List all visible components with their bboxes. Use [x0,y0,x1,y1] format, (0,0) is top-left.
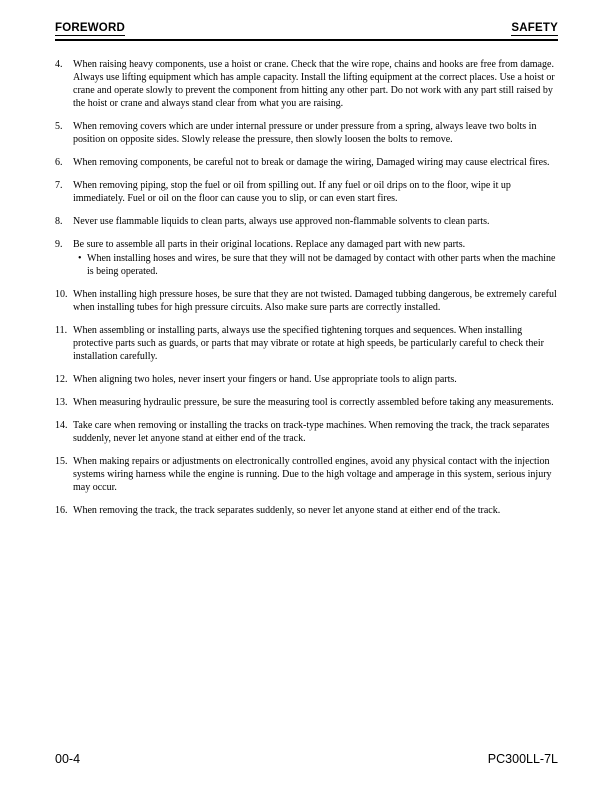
list-item [55,373,560,386]
list-item [55,396,560,409]
item-number: 13. [55,397,68,408]
list-item [55,324,560,363]
list-item [55,288,560,314]
list-item [55,179,560,205]
list-item [55,455,560,494]
item-text: When aligning two holes, never insert your fingers or hand. Use appropriate tools to align parts. [73,374,457,385]
list-item [55,504,560,517]
list-item [55,215,560,228]
list-item [55,156,560,169]
page-number: 00-4 [55,752,81,766]
item-number: 4. [55,59,63,70]
item-text: When removing covers which are under internal pressure or under pressure from a spring, always leave two bolts in position on opposite sides. Slowly release the pressure, then slowly loosen the bolts to remove. [73,121,537,145]
item-text: Never use flammable liquids to clean parts, always use approved non-flammable solvents to clean parts. [73,216,490,227]
item-number: 6. [55,157,63,168]
safety-instructions-list [55,58,560,527]
item-text: When raising heavy components, use a hoist or crane. Check that the wire rope, chains and hooks are free from damage. Always use lifting equipment which has ample capacity. Install the lifting equipment at the correct places. Use a hoist or crane and operate slowly to prevent the component from hitting any other part. Do not work with any part still raised by the hoist or crane and always stand clear from what you are raising. [73,59,555,109]
sub-bullet-item [73,252,560,278]
item-text: When making repairs or adjustments on electronically controlled engines, avoid any physical contact with the injection systems wiring harness while the engine is running. Due to the high voltage and amperage in this system, serious injury may occur. [73,456,552,493]
item-number: 9. [55,239,63,250]
sub-bullet-text: When installing hoses and wires, be sure that they will not be damaged by contact with other parts when the machine is being operated. [87,253,556,277]
header-left-title: FOREWORD [55,22,125,34]
page-footer [55,752,558,766]
item-text: When measuring hydraulic pressure, be sure the measuring tool is correctly assembled before taking any measurements. [73,397,554,408]
header-right-title: SAFETY [511,22,558,34]
item-number: 5. [55,121,63,132]
item-number: 14. [55,420,68,431]
list-item [55,120,560,146]
item-text: When removing the track, the track separates suddenly, so never let anyone stand at either end of the track. [73,505,501,516]
item-number: 10. [55,289,68,300]
item-text: Take care when removing or installing the tracks on track-type machines. When removing the track, the track separates suddenly, never let anyone stand at either end of the track. [73,420,550,444]
page-header [55,22,558,36]
item-text: Be sure to assemble all parts in their original locations. Replace any damaged part with new parts. [73,239,466,250]
item-number: 8. [55,216,63,227]
item-number: 16. [55,505,68,516]
item-number: 12. [55,374,68,385]
bullet-icon: • [78,253,82,264]
item-number: 15. [55,456,68,467]
item-text: When installing high pressure hoses, be sure that they are not twisted. Damaged tubbing dangerous, be extremely careful when installing tubes for high pressure circuits. Also make sure parts are correctly installed. [73,289,557,313]
item-number: 11. [55,325,68,336]
header-rule [55,39,558,41]
model-number: PC300LL-7L [487,752,558,766]
list-item [55,419,560,445]
list-item [55,58,560,110]
list-item [55,238,560,278]
item-text: When removing components, be careful not to break or damage the wiring, Damaged wiring may cause electrical fires. [73,157,550,168]
item-text: When assembling or installing parts, always use the specified tightening torques and sequences. When installing protective parts such as guards, or parts that may vibrate or rotate at high speeds, be particularly careful to check their installation carefully. [73,325,544,362]
item-text: When removing piping, stop the fuel or oil from spilling out. If any fuel or oil drips on to the floor, wipe it up immediately. Fuel or oil on the floor can cause you to slip, or can even start fires. [73,180,511,204]
item-number: 7. [55,180,63,191]
